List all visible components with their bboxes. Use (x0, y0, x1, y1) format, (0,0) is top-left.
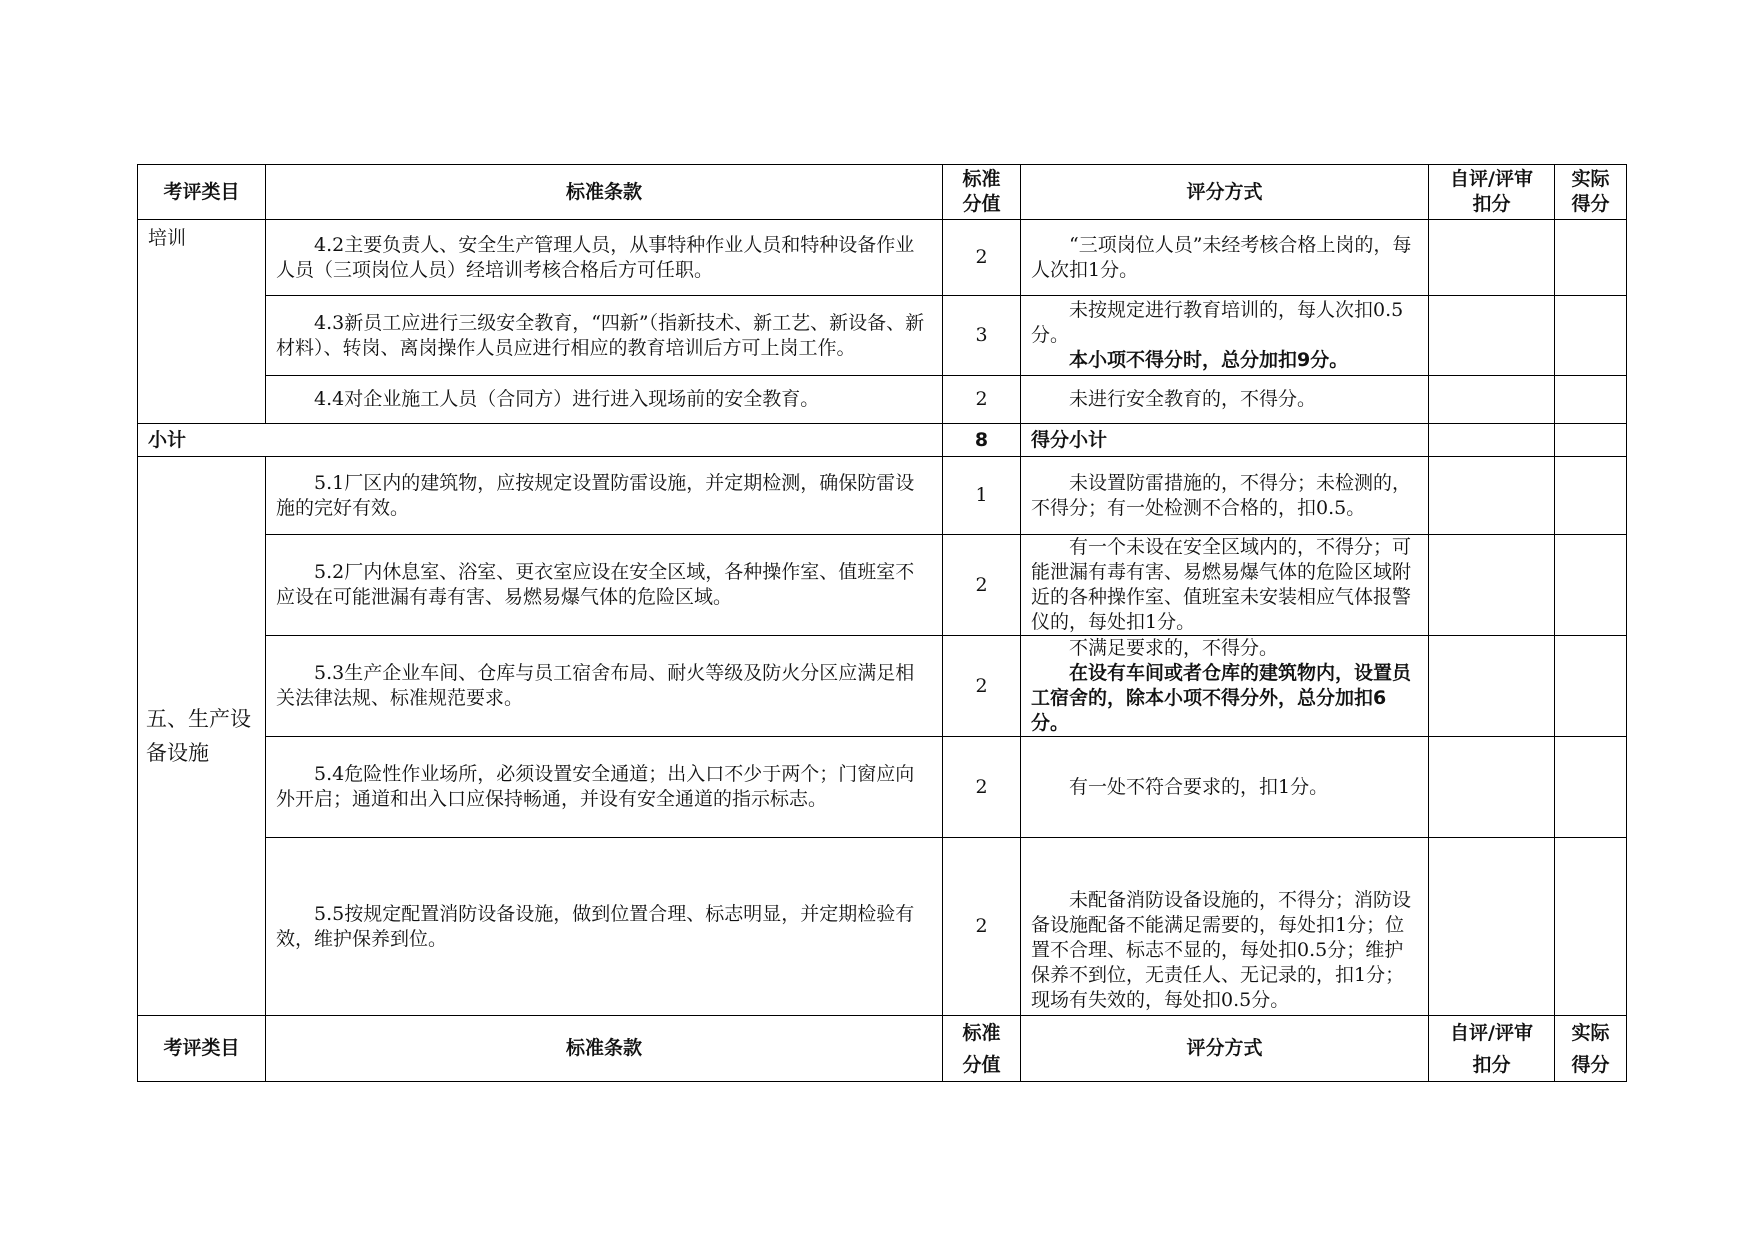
table-row (138, 220, 1627, 296)
header-self-eval: 自评/评审 扣分 (1429, 165, 1555, 220)
table-row (138, 838, 1627, 1016)
self-eval-cell (1429, 376, 1555, 424)
score-cell: 2 (943, 636, 1021, 737)
score-cell: 2 (943, 535, 1021, 636)
clause-cell (266, 296, 943, 376)
clause-text: 4.4对企业施工人员（合同方）进行进入现场前的安全教育。 (314, 388, 820, 410)
method-text: 未进行安全教育的，不得分。 (1069, 388, 1317, 410)
table-row (138, 376, 1627, 424)
score-cell: 2 (943, 737, 1021, 838)
method-text: 未配备消防设备设施的，不得分；消防设备设施配备不能满足需要的，每处扣1分；位置不合理、标志不显的，每处扣0.5分；维护保养不到位，无责任人、无记录的，扣1分；现场有失效的，每处扣0.5分。 (1031, 889, 1412, 1011)
method-cell (1021, 220, 1429, 296)
category-cell: 五、生产设备设施 (138, 457, 266, 1016)
self-eval-cell (1429, 457, 1555, 535)
method-cell (1021, 636, 1429, 737)
clause-cell (266, 535, 943, 636)
method-bold-text: 本小项不得分时，总分加扣9分。 (1069, 349, 1349, 371)
header-std-score: 标准 分值 (943, 165, 1021, 220)
actual-cell (1555, 636, 1627, 737)
score-cell: 2 (943, 376, 1021, 424)
self-eval-cell (1429, 636, 1555, 737)
header-clause: 标准条款 (266, 165, 943, 220)
clause-text: 5.3生产企业车间、仓库与员工宿舍布局、耐火等级及防火分区应满足相关法律法规、标准规范要求。 (276, 662, 915, 709)
clause-text: 5.5按规定配置消防设备设施，做到位置合理、标志明显，并定期检验有效，维护保养到位。 (276, 902, 915, 950)
method-cell (1021, 376, 1429, 424)
method-text: 不满足要求的，不得分。 (1069, 637, 1279, 659)
table-row (138, 535, 1627, 636)
evaluation-table (137, 164, 1627, 1082)
clause-cell (266, 636, 943, 737)
actual-cell (1555, 220, 1627, 296)
clause-cell (266, 220, 943, 296)
table-header-row (138, 165, 1627, 220)
header-clause: 标准条款 (266, 1016, 943, 1082)
header-category: 考评类目 (138, 165, 266, 220)
actual-cell (1555, 457, 1627, 535)
clause-text: 5.2厂内休息室、浴室、更衣室应设在安全区域，各种操作室、值班室不应设在可能泄漏有毒有害、易燃易爆气体的危险区域。 (276, 561, 915, 608)
actual-cell (1555, 424, 1627, 457)
actual-cell (1555, 296, 1627, 376)
table-row (138, 457, 1627, 535)
table-row (138, 737, 1627, 838)
method-cell (1021, 535, 1429, 636)
method-text: 未设置防雷措施的，不得分；未检测的，不得分；有一处检测不合格的，扣0.5。 (1031, 471, 1412, 519)
score-cell: 2 (943, 220, 1021, 296)
clause-text: 4.2主要负责人、安全生产管理人员，从事特种作业人员和特种设备作业人员（三项岗位人员）经培训考核合格后方可任职。 (276, 233, 915, 281)
method-text: 未按规定进行教育培训的，每人次扣0.5分。 (1031, 299, 1404, 346)
score-cell: 1 (943, 457, 1021, 535)
actual-cell (1555, 535, 1627, 636)
clause-cell (266, 737, 943, 838)
clause-text: 5.1厂区内的建筑物，应按规定设置防雷设施，并定期检测，确保防雷设施的完好有效。 (276, 471, 915, 519)
method-text: 有一处不符合要求的，扣1分。 (1069, 775, 1329, 798)
method-text: 有一个未设在安全区域内的，不得分；可能泄漏有毒有害、易燃易爆气体的危险区域附近的各种操作室、值班室未安装相应气体报警仪的，每处扣1分。 (1031, 536, 1412, 633)
score-cell: 2 (943, 838, 1021, 1016)
clause-text: 4.3新员工应进行三级安全教育，“四新”（指新技术、新工艺、新设备、新材料）、转岗、离岗操作人员应进行相应的教育培训后方可上岗工作。 (276, 311, 925, 359)
self-eval-cell (1429, 424, 1555, 457)
method-cell (1021, 296, 1429, 376)
method-text: “三项岗位人员”未经考核合格上岗的，每人次扣1分。 (1031, 233, 1412, 281)
clause-text: 5.4危险性作业场所，必须设置安全通道；出入口不少于两个；门窗应向外开启；通道和出入口应保持畅通，并设有安全通道的指示标志。 (276, 763, 915, 810)
header-method: 评分方式 (1021, 1016, 1429, 1082)
clause-cell (266, 457, 943, 535)
self-eval-cell (1429, 220, 1555, 296)
subtotal-method: 得分小计 (1021, 424, 1429, 457)
category-cell: 培训 (138, 220, 266, 424)
header-category: 考评类目 (138, 1016, 266, 1082)
subtotal-score: 8 (943, 424, 1021, 457)
self-eval-cell (1429, 296, 1555, 376)
method-cell (1021, 737, 1429, 838)
method-cell (1021, 838, 1429, 1016)
subtotal-label: 小计 (138, 424, 943, 457)
self-eval-cell (1429, 838, 1555, 1016)
score-cell: 3 (943, 296, 1021, 376)
clause-cell (266, 838, 943, 1016)
actual-cell (1555, 376, 1627, 424)
header-std-score: 标准 分值 (943, 1016, 1021, 1082)
table-footer-header-row (138, 1016, 1627, 1082)
self-eval-cell (1429, 737, 1555, 838)
actual-cell (1555, 737, 1627, 838)
header-method: 评分方式 (1021, 165, 1429, 220)
actual-cell (1555, 838, 1627, 1016)
method-bold-text: 在设有车间或者仓库的建筑物内，设置员工宿舍的，除本小项不得分外，总分加扣6分。 (1031, 662, 1412, 734)
header-actual: 实际 得分 (1555, 1016, 1627, 1082)
subtotal-row (138, 424, 1627, 457)
header-actual: 实际 得分 (1555, 165, 1627, 220)
clause-cell (266, 376, 943, 424)
table-row (138, 296, 1627, 376)
self-eval-cell (1429, 535, 1555, 636)
table-row (138, 636, 1627, 737)
method-cell (1021, 457, 1429, 535)
header-self-eval: 自评/评审 扣分 (1429, 1016, 1555, 1082)
